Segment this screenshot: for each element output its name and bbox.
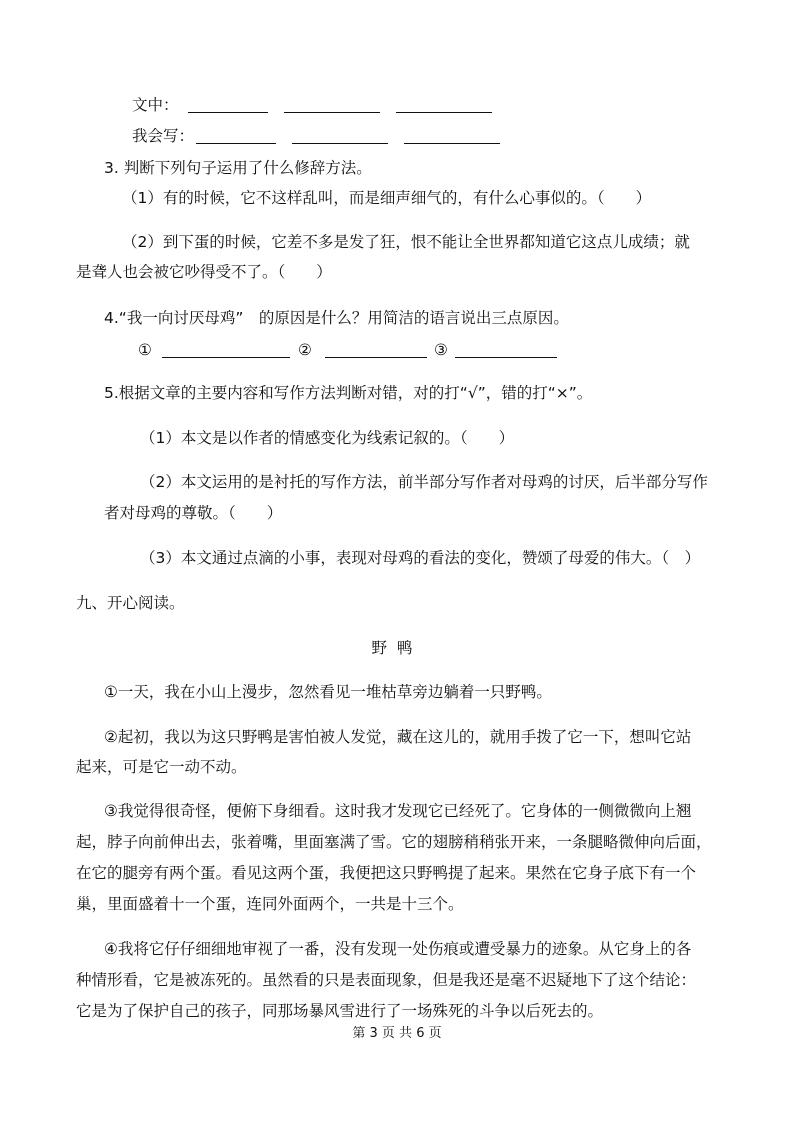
wohuixie-blank-1[interactable] — [196, 128, 276, 144]
q4-marker-1: ① — [138, 341, 152, 359]
wenzhong-blank-1[interactable] — [188, 97, 268, 113]
q5-item-3: （3）本文通过点滴的小事，表现对母鸡的看法的变化，赞颂了母爱的伟大。（ ） — [140, 549, 701, 567]
paragraph-3-line-4: 巢，里面盛着十一个蛋，连同外面两个，一共是十三个。 — [76, 895, 464, 913]
paragraph-4-line-2: 种情形看，它是被冻死的。虽然看的只是表面现象，但是我还是毫不迟疑地下了这个结论： — [76, 971, 697, 989]
wohuixie-blank-2[interactable] — [292, 128, 388, 144]
wenzhong-label: 文中： — [132, 96, 179, 114]
q3-item-1: （1）有的时候，它不这样乱叫，而是细声细气的，有什么心事似的。（ ） — [122, 189, 652, 207]
paragraph-2-line-1: ②起初，我以为这只野鸭是害怕被人发觉，藏在这儿的，就用手拨了它一下，想叫它站 — [104, 728, 692, 746]
paragraph-4-line-3: 它是为了保护自己的孩子，同那场暴风雪进行了一场殊死的斗争以后死去的。 — [76, 1002, 604, 1020]
q5-title: 5.根据文章的主要内容和写作方法判断对错，对的打“√”，错的打“×”。 — [104, 384, 593, 402]
passage-title: 野鸭 — [371, 639, 423, 657]
wohuixie-label: 我会写： — [132, 127, 195, 145]
q4-answer-blank-1[interactable] — [162, 342, 290, 358]
q5-item-2-line-2: 者对母鸡的尊敬。（ ） — [104, 504, 283, 522]
q4-answer-blank-3[interactable] — [455, 342, 557, 358]
q3-item-2-line-1: （2）到下蛋的时候，它差不多是发了狂，恨不能让全世界都知道它这点儿成绩；就 — [122, 233, 690, 251]
paragraph-1: ①一天，我在小山上漫步，忽然看见一堆枯草旁边躺着一只野鸭。 — [104, 683, 552, 701]
wohuixie-blank-3[interactable] — [404, 128, 500, 144]
q4-answer-blank-2[interactable] — [325, 342, 427, 358]
q3-item-2-line-2: 是聋人也会被它吵得受不了。（ ） — [76, 263, 332, 281]
wenzhong-blank-3[interactable] — [396, 97, 492, 113]
q5-item-1: （1）本文是以作者的情感变化为线索记叙的。（ ） — [140, 429, 515, 447]
paragraph-2-line-2: 起来，可是它一动不动。 — [76, 758, 247, 776]
q4-title: 4.“我一向讨厌母鸡” 的原因是什么？用简洁的语言说出三点原因。 — [104, 309, 569, 327]
page-number: 第 3 页 共 6 页 — [352, 1026, 442, 1041]
section-9-heading: 九、开心阅读。 — [76, 594, 185, 612]
paragraph-3-line-1: ③我觉得很奇怪，便俯下身细看。这时我才发现它已经死了。它身体的一侧微微向上翘 — [104, 802, 692, 820]
paragraph-3-line-2: 起，脖子向前伸出去，张着嘴，里面塞满了雪。它的翅膀稍稍张开来，一条腿略微伸向后面， — [76, 833, 712, 851]
wenzhong-blank-2[interactable] — [284, 97, 380, 113]
q4-marker-2: ② — [298, 341, 312, 359]
q3-title: 3. 判断下列句子运用了什么修辞方法。 — [104, 159, 372, 177]
q5-item-2-line-1: （2）本文运用的是衬托的写作方法，前半部分写作者对母鸡的讨厌，后半部分写作 — [140, 473, 708, 491]
paragraph-4-line-1: ④我将它仔仔细细地审视了一番，没有发现一处伤痕或遭受暴力的迹象。从它身上的各 — [104, 940, 692, 958]
wenzhong-row — [132, 95, 179, 115]
paragraph-3-line-3: 在它的腿旁有两个蛋。看见这两个蛋，我便把这只野鸭提了起来。果然在它身子底下有一个 — [76, 864, 697, 882]
q4-marker-3: ③ — [434, 341, 448, 359]
wohuixie-row — [132, 126, 194, 146]
